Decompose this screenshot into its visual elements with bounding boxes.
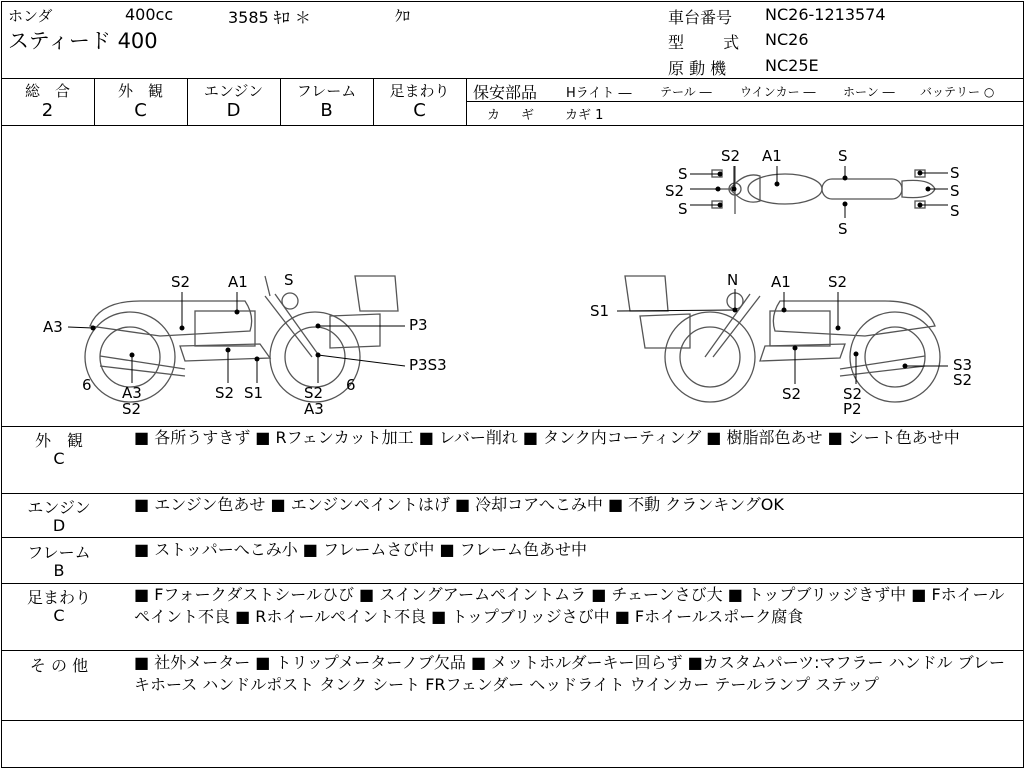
mark-s2: S2 xyxy=(953,371,973,389)
notes-suspension-label: 足まわり xyxy=(26,588,91,607)
mark-s2: S2 xyxy=(843,385,863,403)
mark-6: 6 xyxy=(82,376,92,394)
mark-s2: S2 xyxy=(122,400,142,418)
mark-6: 6 xyxy=(346,376,356,394)
mark-s: S xyxy=(284,271,294,289)
notes-exterior-grade: C xyxy=(53,449,65,468)
mark-s: S xyxy=(838,220,848,238)
frame-no: NC26-1213574 xyxy=(765,5,886,24)
engine: NC25E xyxy=(765,56,819,75)
taillight-status: テール ― xyxy=(660,85,712,99)
mark-s3: S3 xyxy=(953,356,973,374)
divider xyxy=(466,78,467,125)
notes-frame-grade: B xyxy=(53,561,65,580)
horn-status: ホーン ― xyxy=(843,85,895,99)
battery-status: バッテリー ○ xyxy=(920,85,995,99)
mark-a1: A1 xyxy=(771,273,791,291)
mark-a3: A3 xyxy=(122,384,142,402)
bike-right-side xyxy=(625,276,940,402)
mark-a3: A3 xyxy=(43,318,63,336)
headlight-status: Hライト ― xyxy=(566,86,632,101)
safety-label: 保安部品 xyxy=(473,83,538,102)
mark-p3s3: P3S3 xyxy=(409,356,447,374)
notes-suspension-grade: C xyxy=(53,606,65,625)
mark-n: N xyxy=(727,271,739,289)
mark-s2: S2 xyxy=(304,384,324,402)
suspension-grade-label: 足まわり xyxy=(389,82,450,100)
make: ホンダ xyxy=(8,7,53,25)
mark-s: S xyxy=(678,165,688,183)
overall-label: 総 合 xyxy=(24,82,70,100)
type-label: 型 式 xyxy=(668,33,746,52)
frame-no-label: 車台番号 xyxy=(668,8,733,27)
mark-s: S xyxy=(838,147,848,165)
engine-label: 原 動 機 xyxy=(668,59,727,78)
mark-s1: S1 xyxy=(244,384,264,402)
notes-other-label: そ の 他 xyxy=(29,656,89,675)
mark-a1: A1 xyxy=(228,273,248,291)
notes-exterior-text: ■ 各所うすきず ■ Rフェンカット加工 ■ レバー削れ ■ タンク内コーティング ■ 樹脂部色あせ ■ シート色あせ中 xyxy=(134,428,960,447)
divider xyxy=(467,101,1023,102)
notes-other-text: ■ 社外メーター ■ トリップメーターノブ欠品 ■ メットホルダーキー回らず ■カスタムパーツ:マフラー ハンドル ブレーキホース ハンドルポスト タンク シート FRフェンダー ヘッドライト ウインカー テールランプ ステップ xyxy=(134,653,1006,694)
suspension-grade: C xyxy=(413,100,426,121)
mark-p2: P2 xyxy=(843,400,862,418)
notes-engine-grade: D xyxy=(52,516,66,535)
notes-frame-label: フレーム xyxy=(27,543,91,562)
notes-engine-text: ■ エンジン色あせ ■ エンジンペイントはげ ■ 冷却コアへこみ中 ■ 不動 クランキングOK xyxy=(134,495,784,514)
mark-s: S xyxy=(678,200,688,218)
damage-diagram xyxy=(0,126,1024,426)
divider xyxy=(1,720,1023,721)
divider xyxy=(1,78,1023,79)
mark-s: S xyxy=(950,202,960,220)
displacement: 400cc xyxy=(125,5,174,24)
color: ｸﾛ xyxy=(395,7,411,25)
winker-status: ウインカー ― xyxy=(740,85,816,99)
mark-s2: S2 xyxy=(171,273,191,291)
mileage: 3585 ｷﾛ ＊ xyxy=(228,8,311,27)
mark-a1: A1 xyxy=(762,147,782,165)
engine-grade-label: エンジン xyxy=(203,82,264,100)
mark-s: S xyxy=(950,164,960,182)
frame-grade-label: フレーム xyxy=(296,82,357,100)
mark-s1: S1 xyxy=(590,302,610,320)
mark-s2: S2 xyxy=(215,384,235,402)
mark-s2: S2 xyxy=(721,147,741,165)
key-value: カギ 1 xyxy=(565,108,604,123)
mark-s: S xyxy=(950,182,960,200)
key-label: カ ギ xyxy=(487,108,539,123)
mark-p3: P3 xyxy=(409,316,428,334)
bike-top-view xyxy=(712,166,935,214)
divider xyxy=(1,650,1023,651)
divider xyxy=(1,537,1023,538)
engine-grade: D xyxy=(226,100,241,121)
frame-grade: B xyxy=(320,100,333,121)
notes-suspension-text: ■ Fフォークダストシールひび ■ スイングアームペイントムラ ■ チェーンさび大 ■ トップブリッジきず中 ■ Fホイールペイント不良 ■ Rホイールペイント不良 ■ トップブリッジさび中 ■ Fホイールスポーク腐食 xyxy=(134,585,1005,626)
mark-s2: S2 xyxy=(665,182,685,200)
notes-frame-text: ■ ストッパーへこみ小 ■ フレームさび中 ■ フレーム色あせ中 xyxy=(134,540,588,559)
exterior-label: 外 観 xyxy=(117,82,163,100)
exterior-grade: C xyxy=(134,100,147,121)
model-name: スティード 400 xyxy=(8,29,158,53)
overall-grade: 2 xyxy=(41,100,54,121)
mark-a3: A3 xyxy=(304,400,324,418)
mark-s2: S2 xyxy=(828,273,848,291)
mark-s2: S2 xyxy=(782,385,802,403)
type: NC26 xyxy=(765,30,809,49)
notes-exterior-label: 外 観 xyxy=(34,431,83,450)
notes-engine-label: エンジン xyxy=(27,498,91,517)
